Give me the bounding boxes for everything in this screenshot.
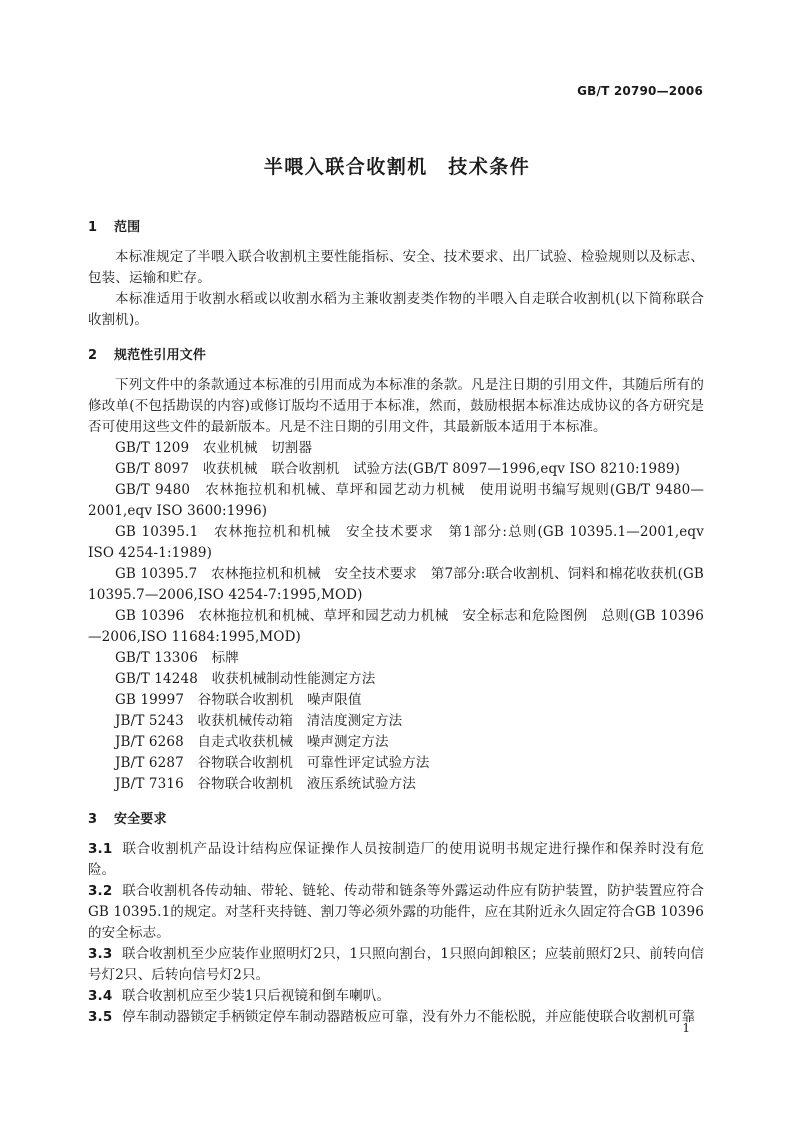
page-number: 1 — [682, 1021, 690, 1035]
clause-text: 联合收割机至少应装作业照明灯2只，1只照向割台，1只照向卸粮区；应装前照灯2只、前转向信号灯2只、后转向信号灯2只。 — [88, 946, 704, 983]
reference-item: GB 10396 农林拖拉机和机械、草坪和园艺动力机械 安全标志和危险图例 总则(GB 10396—2006,ISO 11684:1995,MOD) — [88, 608, 704, 645]
reference-item: JB/T 6287 谷物联合收割机 可靠性评定试验方法 — [115, 755, 430, 771]
reference-item: GB/T 9480 农林拖拉机和机械、草坪和园艺动力机械 使用说明书编写规则(GB/T 9480—2001,eqv ISO 3600:1996) — [88, 482, 704, 519]
references-intro: 下列文件中的条款通过本标准的引用而成为本标准的条款。凡是注日期的引用文件，其随后所有的修改单(不包括勘误的内容)或修订版均不适用于本标准，然而，鼓励根据本标准达成协议的各方研究是否可使用这些文件的最新版本。凡是不注日期的引用文件，其最新版本适用于本标准。 — [88, 377, 704, 435]
reference-item: GB/T 1209 农业机械 切割器 — [115, 440, 313, 456]
document-body — [88, 211, 704, 1028]
section-heading-normative-references — [88, 345, 704, 366]
clause-3-5 — [88, 1007, 704, 1028]
reference-item: JB/T 6268 自走式收获机械 噪声测定方法 — [115, 734, 389, 750]
clause-3-2 — [88, 881, 704, 944]
section-heading-scope — [88, 217, 704, 238]
scope-paragraph: 本标准规定了半喂入联合收割机主要性能指标、安全、技术要求、出厂试验、检验规则以及标志、包装、运输和贮存。 — [88, 249, 704, 286]
clause-number: 3.5 — [88, 1009, 113, 1025]
reference-item: GB/T 8097 收获机械 联合收割机 试验方法(GB/T 8097—1996,eqv ISO 8210:1989) — [115, 461, 681, 477]
section-title: 安全要求 — [114, 812, 167, 827]
reference-item: GB 10395.7 农林拖拉机和机械 安全技术要求 第7部分:联合收割机、饲料和棉花收获机(GB 10395.7—2006,ISO 4254-7:1995,MOD) — [88, 566, 704, 603]
clause-text: 联合收割机应至少装1只后视镜和倒车喇叭。 — [122, 988, 391, 1004]
reference-item: JB/T 7316 谷物联合收割机 液压系统试验方法 — [115, 776, 416, 792]
clause-3-3 — [88, 944, 704, 986]
clause-number: 3.3 — [88, 946, 113, 962]
reference-item: GB/T 13306 标牌 — [115, 650, 239, 666]
section-number: 2 — [88, 348, 98, 363]
reference-item: GB 19997 谷物联合收割机 噪声限值 — [115, 692, 362, 708]
standard-code: GB/T 20790—2006 — [577, 84, 703, 98]
clause-text: 联合收割机产品设计结构应保证操作人员按制造厂的使用说明书规定进行操作和保养时没有危险。 — [88, 841, 704, 878]
clause-number: 3.4 — [88, 988, 113, 1004]
scope-paragraph: 本标准适用于收割水稻或以收割水稻为主兼收割麦类作物的半喂入自走联合收割机(以下简称联合收割机)。 — [88, 291, 704, 328]
reference-item: GB 10395.1 农林拖拉机和机械 安全技术要求 第1部分:总则(GB 10395.1—2001,eqv ISO 4254-1:1989) — [88, 524, 704, 561]
clause-3-1 — [88, 839, 704, 881]
section-number: 1 — [88, 220, 98, 235]
reference-item: JB/T 5243 收获机械传动箱 清洁度测定方法 — [115, 713, 403, 729]
document-title: 半喂入联合收割机 技术条件 — [263, 156, 531, 178]
clause-number: 3.2 — [88, 883, 113, 899]
section-heading-safety — [88, 809, 704, 830]
section-title: 范围 — [114, 220, 141, 235]
clause-text: 停车制动器锁定手柄锁定停车制动器踏板应可靠，没有外力不能松脱，并应能使联合收割机可靠 — [122, 1009, 696, 1025]
section-number: 3 — [88, 812, 98, 827]
clause-number: 3.1 — [88, 841, 113, 857]
clause-3-4 — [88, 986, 704, 1007]
section-title: 规范性引用文件 — [114, 348, 207, 363]
reference-item: GB/T 14248 收获机械制动性能测定方法 — [115, 671, 376, 687]
clause-text: 联合收割机各传动轴、带轮、链轮、传动带和链条等外露运动件应有防护装置，防护装置应符合GB 10395.1的规定。对茎秆夹持链、割刀等必须外露的功能件，应在其附近永久固定符合GB 10396的安全标志。 — [88, 883, 704, 941]
